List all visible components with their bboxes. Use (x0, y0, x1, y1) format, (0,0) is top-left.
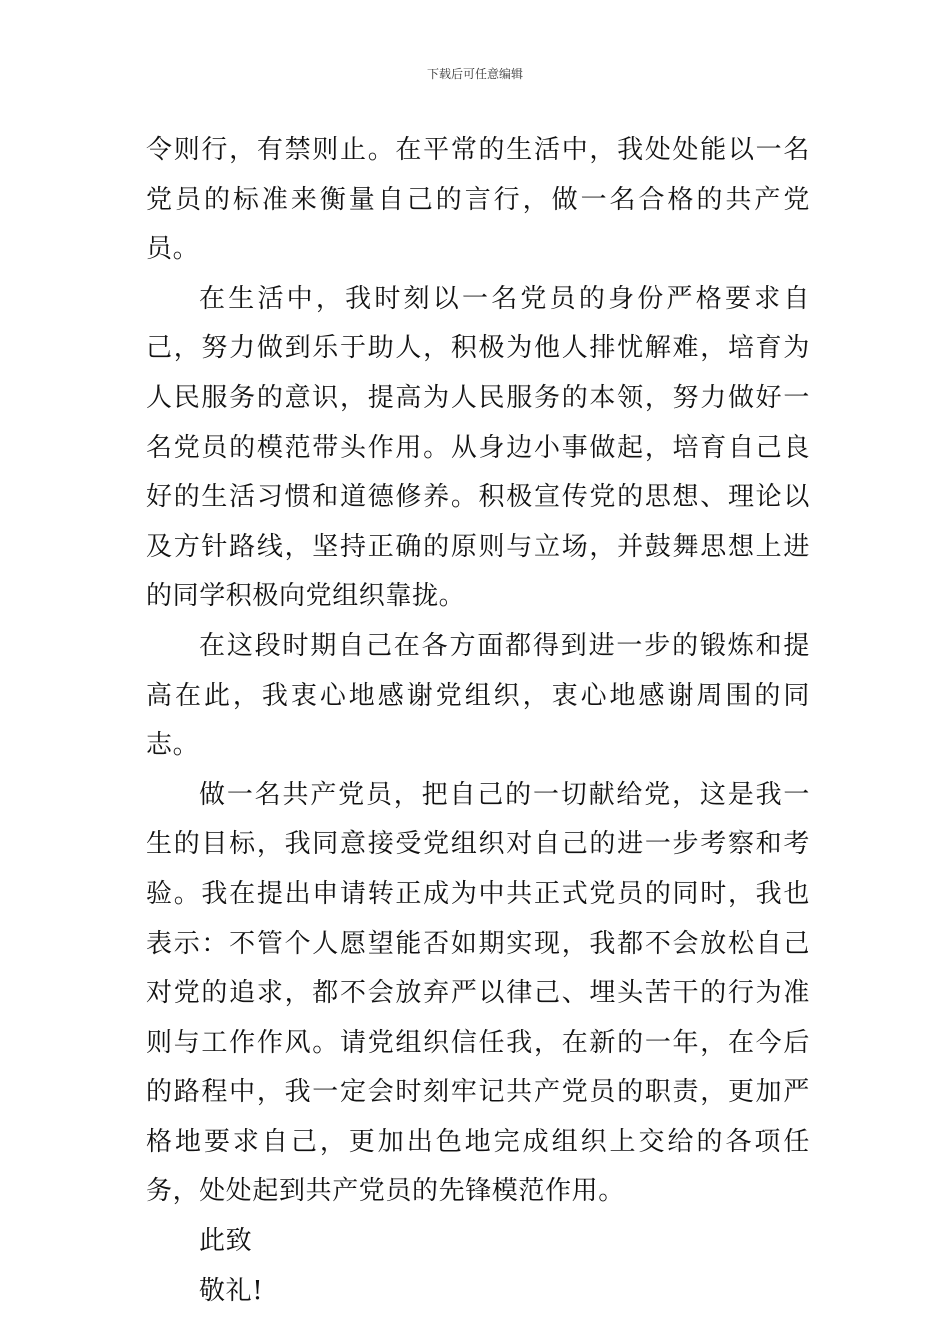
closing-regards: 敬礼! (199, 1275, 264, 1306)
letter-body (146, 126, 810, 1316)
paragraph-1: 令则行，有禁则止。在平常的生活中，我处处能以一名党员的标准来衡量自己的言行，做一名合格的共产党员。 (146, 135, 810, 265)
page-header-note: 下载后可任意编辑 (426, 67, 523, 81)
closing-salutation: 此致 (199, 1226, 253, 1257)
paragraph-3: 在这段时期自己在各方面都得到进一步的锻炼和提高在此，我衷心地感谢党组织，衷心地感谢周围的同志。 (146, 630, 810, 761)
paragraph-4: 做一名共产党员，把自己的一切献给党，这是我一生的目标，我同意接受党组织对自己的进一步考察和考验。我在提出申请转正成为中共正式党员的同时，我也表示：不管个人愿望能否如期实现，我都不会放松自己对党的追求，都不会放弃严以律己、埋头苦干的行为准则与工作作风。请党组织信任我，在新的一年，在今后的路程中，我一定会时刻牢记共产党员的职责，更加严格地要求自己，更加出色地完成组织上交给的各项任务，处处起到共产党员的先锋模范作用。 (146, 779, 810, 1207)
paragraph-2: 在生活中，我时刻以一名党员的身份严格要求自己，努力做到乐于助人，积极为他人排忧解难，培育为人民服务的意识，提高为人民服务的本领，努力做好一名党员的模范带头作用。从身边小事做起，培育自己良好的生活习惯和道德修养。积极宣传党的思想、理论以及方针路线，坚持正确的原则与立场，并鼓舞思想上进的同学积极向党组织靠拢。 (146, 283, 810, 612)
